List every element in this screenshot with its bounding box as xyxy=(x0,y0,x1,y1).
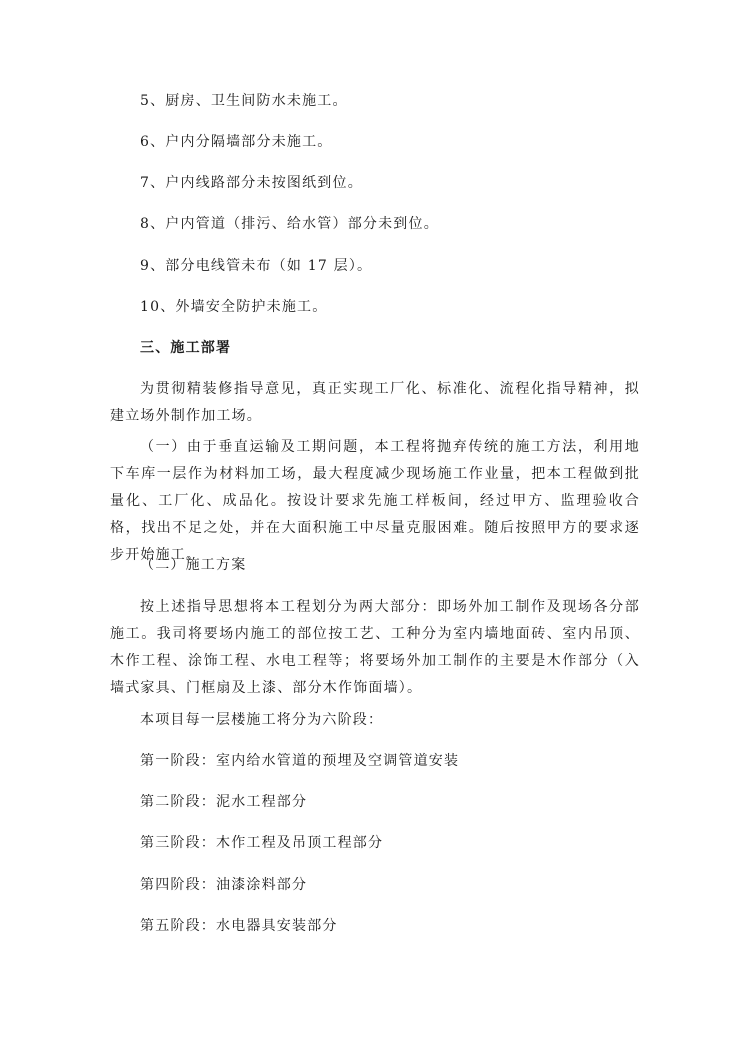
stage-item: 第四阶段：油漆涂料部分 xyxy=(140,877,308,893)
paragraph: 本项目每一层楼施工将分为六阶段： xyxy=(140,712,384,728)
list-item: 6、户内分隔墙部分未施工。 xyxy=(140,134,333,150)
stage-item: 第二阶段：泥水工程部分 xyxy=(140,794,308,810)
paragraph: （二）施工方案 xyxy=(140,557,247,573)
list-item: 7、户内线路部分未按图纸到位。 xyxy=(140,175,363,191)
stage-item: 第五阶段：水电器具安装部分 xyxy=(140,918,338,934)
list-item: 10、外墙安全防护未施工。 xyxy=(140,299,328,315)
paragraph: 按上述指导思想将本工程划分为两大部分：即场外加工制作及现场各分部施工。我司将要场内施工的部位按工艺、工种分为室内墙地面砖、室内吊顶、木作工程、涂饰工程、水电工程等；将要场外加工制作的主要是木作部分（入墙式家具、门框扇及上漆、部分木作饰面墙）。 xyxy=(110,599,640,696)
section-heading: 三、施工部署 xyxy=(140,340,232,356)
list-item: 8、户内管道（排污、给水管）部分未到位。 xyxy=(140,216,439,232)
stage-item: 第三阶段：木作工程及吊顶工程部分 xyxy=(140,835,384,851)
paragraph: 为贯彻精装修指导意见，真正实现工厂化、标准化、流程化指导精神，拟建立场外制作加工场。 xyxy=(110,381,640,424)
stage-item: 第一阶段：室内给水管道的预埋及空调管道安装 xyxy=(140,753,460,769)
paragraph: （一）由于垂直运输及工期问题，本工程将抛弃传统的施工方法，利用地下车库一层作为材料加工场，最大程度减少现场施工作业量，把本工程做到批量化、工厂化、成品化。按设计要求先施工样板间，经过甲方、监理验收合格，找出不足之处，并在大面积施工中尽量克服困难。随后按照甲方的要求逐步开始施工。 xyxy=(110,439,640,563)
list-item: 9、部分电线管未布（如 17 层）。 xyxy=(140,258,373,274)
list-item: 5、厨房、卫生间防水未施工。 xyxy=(140,93,348,109)
